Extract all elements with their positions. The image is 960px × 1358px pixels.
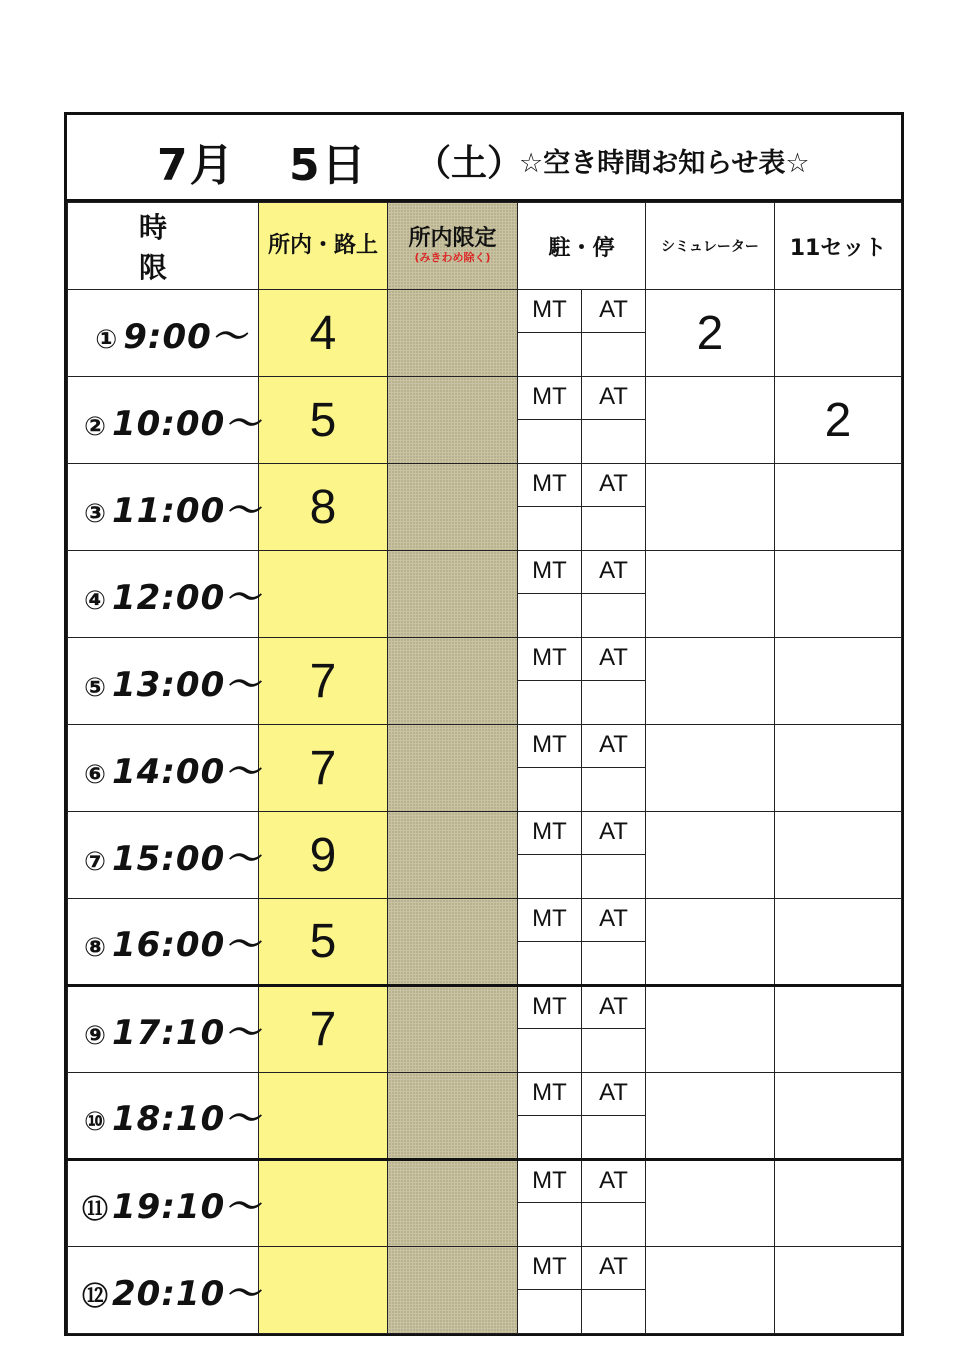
limited-slots xyxy=(388,986,518,1073)
mt-slots xyxy=(518,594,582,638)
at-label: AT xyxy=(582,464,646,507)
period-start: 19:10〜 xyxy=(112,1187,261,1227)
period-number: ⑥ xyxy=(83,759,106,790)
road-slots: 9 xyxy=(259,812,388,899)
period-number: ⑤ xyxy=(83,672,106,703)
at-label: AT xyxy=(582,1073,646,1116)
title-day: 5日 xyxy=(289,140,368,191)
mt-label: MT xyxy=(518,986,582,1029)
mt-slots xyxy=(518,942,582,986)
title-weekday: （土） xyxy=(415,143,524,184)
mt-label: MT xyxy=(518,464,582,507)
limited-slots xyxy=(388,377,518,464)
at-slots xyxy=(582,420,646,464)
road-slots: 5 xyxy=(259,899,388,986)
period-row xyxy=(68,290,902,333)
road-slots xyxy=(259,1073,388,1160)
mt-label: MT xyxy=(518,899,582,942)
at-slots xyxy=(582,1290,646,1334)
mt-slots xyxy=(518,420,582,464)
limited-slots xyxy=(388,899,518,986)
mt-label: MT xyxy=(518,725,582,768)
at-label: AT xyxy=(582,551,646,594)
header-limited-note: (みきわめ除く) xyxy=(414,251,491,264)
period-start: 18:10〜 xyxy=(112,1099,261,1139)
mt-label: MT xyxy=(518,1160,582,1203)
period-start: 13:00〜 xyxy=(112,664,261,705)
period-row xyxy=(68,725,902,768)
mt-slots xyxy=(518,768,582,812)
road-slots: 5 xyxy=(259,377,388,464)
period-start: 12:00〜 xyxy=(112,577,261,618)
period-number: ⑨ xyxy=(83,1021,106,1051)
period-row xyxy=(68,986,902,1029)
period-time xyxy=(68,1160,259,1247)
header-simulator: シミュレーター xyxy=(646,203,775,290)
period-number: ⑧ xyxy=(83,933,106,963)
period-start: 10:00〜 xyxy=(112,403,261,444)
period-start: 9:00〜 xyxy=(123,316,247,357)
simulator-slots xyxy=(646,725,775,812)
set11-slots xyxy=(775,551,902,638)
mt-label: MT xyxy=(518,638,582,681)
mt-slots xyxy=(518,1203,582,1247)
period-number: ④ xyxy=(83,585,106,616)
road-slots: 7 xyxy=(259,638,388,725)
period-row xyxy=(68,638,902,681)
limited-slots xyxy=(388,725,518,812)
at-slots xyxy=(582,507,646,551)
at-slots xyxy=(582,1203,646,1247)
mt-label: MT xyxy=(518,1247,582,1290)
period-time xyxy=(68,1247,259,1334)
at-slots xyxy=(582,1116,646,1160)
header-limited-label: 所内限定 xyxy=(408,226,497,251)
limited-slots xyxy=(388,551,518,638)
period-number: ⑫ xyxy=(81,1281,108,1312)
title-month: 7月 xyxy=(157,140,236,191)
set11-slots: 2 xyxy=(775,377,902,464)
at-slots xyxy=(582,1029,646,1073)
mt-label: MT xyxy=(518,290,582,333)
limited-slots xyxy=(388,638,518,725)
at-label: AT xyxy=(582,899,646,942)
period-number: ⑦ xyxy=(83,846,106,877)
availability-sheet xyxy=(64,112,904,1336)
simulator-slots xyxy=(646,812,775,899)
mt-slots xyxy=(518,1290,582,1334)
road-slots: 4 xyxy=(259,290,388,377)
road-slots: 7 xyxy=(259,725,388,812)
set11-slots xyxy=(775,1160,902,1247)
at-label: AT xyxy=(582,1247,646,1290)
period-row xyxy=(68,812,902,855)
header-limited xyxy=(388,203,518,290)
schedule-table xyxy=(67,202,902,1334)
period-start: 14:00〜 xyxy=(112,751,261,792)
period-row xyxy=(68,551,902,594)
simulator-slots xyxy=(646,1160,775,1247)
set11-slots xyxy=(775,638,902,725)
period-time xyxy=(68,986,259,1073)
at-label: AT xyxy=(582,290,646,333)
period-time xyxy=(68,899,259,986)
road-slots xyxy=(259,1160,388,1247)
mt-slots xyxy=(518,681,582,725)
mt-slots xyxy=(518,1116,582,1160)
title-row xyxy=(67,115,901,202)
mt-slots xyxy=(518,333,582,377)
limited-slots xyxy=(388,1247,518,1334)
at-slots xyxy=(582,681,646,725)
set11-slots xyxy=(775,464,902,551)
period-time xyxy=(68,812,259,899)
header-road: 所内・路上 xyxy=(259,203,388,290)
simulator-slots xyxy=(646,986,775,1073)
limited-slots xyxy=(388,464,518,551)
simulator-slots xyxy=(646,1073,775,1160)
at-slots xyxy=(582,768,646,812)
title-notice: ☆空き時間お知らせ表☆ xyxy=(519,148,810,179)
mt-slots xyxy=(518,1029,582,1073)
limited-slots xyxy=(388,290,518,377)
period-start: 17:10〜 xyxy=(112,1013,261,1053)
at-slots xyxy=(582,594,646,638)
simulator-slots xyxy=(646,377,775,464)
period-row xyxy=(68,1073,902,1116)
at-label: AT xyxy=(582,725,646,768)
at-label: AT xyxy=(582,1160,646,1203)
period-row xyxy=(68,1247,902,1290)
mt-label: MT xyxy=(518,812,582,855)
period-number: ① xyxy=(95,324,118,355)
period-start: 15:00〜 xyxy=(112,838,261,879)
period-start: 20:10〜 xyxy=(112,1273,261,1314)
limited-slots xyxy=(388,1073,518,1160)
header-time: 時限 xyxy=(68,203,259,290)
period-number: ⑩ xyxy=(83,1107,106,1137)
at-label: AT xyxy=(582,986,646,1029)
period-time xyxy=(68,464,259,551)
mt-label: MT xyxy=(518,551,582,594)
set11-slots xyxy=(775,725,902,812)
period-row xyxy=(68,377,902,420)
period-time xyxy=(68,551,259,638)
simulator-slots xyxy=(646,1247,775,1334)
period-number: ③ xyxy=(83,498,106,529)
period-time xyxy=(68,638,259,725)
header-parking: 駐・停 xyxy=(518,203,646,290)
period-start: 16:00〜 xyxy=(112,925,261,965)
at-slots xyxy=(582,333,646,377)
period-row xyxy=(68,464,902,507)
set11-slots xyxy=(775,1247,902,1334)
period-time xyxy=(68,1073,259,1160)
set11-slots xyxy=(775,1073,902,1160)
at-label: AT xyxy=(582,377,646,420)
header-11set: 11セット xyxy=(775,203,902,290)
road-slots: 7 xyxy=(259,986,388,1073)
road-slots: 8 xyxy=(259,464,388,551)
period-start: 11:00〜 xyxy=(112,490,261,531)
limited-slots xyxy=(388,812,518,899)
limited-slots xyxy=(388,1160,518,1247)
period-number: ② xyxy=(83,411,106,442)
road-slots xyxy=(259,1247,388,1334)
at-label: AT xyxy=(582,812,646,855)
at-slots xyxy=(582,942,646,986)
period-row xyxy=(68,899,902,942)
set11-slots xyxy=(775,899,902,986)
at-label: AT xyxy=(582,638,646,681)
period-row xyxy=(68,1160,902,1203)
simulator-slots xyxy=(646,551,775,638)
mt-label: MT xyxy=(518,1073,582,1116)
period-time xyxy=(68,290,259,377)
period-number: ⑪ xyxy=(81,1195,108,1225)
period-time xyxy=(68,377,259,464)
mt-slots xyxy=(518,507,582,551)
simulator-slots: 2 xyxy=(646,290,775,377)
simulator-slots xyxy=(646,899,775,986)
set11-slots xyxy=(775,986,902,1073)
header-row xyxy=(68,203,902,290)
simulator-slots xyxy=(646,638,775,725)
mt-slots xyxy=(518,855,582,899)
period-time xyxy=(68,725,259,812)
set11-slots xyxy=(775,290,902,377)
road-slots xyxy=(259,551,388,638)
mt-label: MT xyxy=(518,377,582,420)
simulator-slots xyxy=(646,464,775,551)
set11-slots xyxy=(775,812,902,899)
at-slots xyxy=(582,855,646,899)
